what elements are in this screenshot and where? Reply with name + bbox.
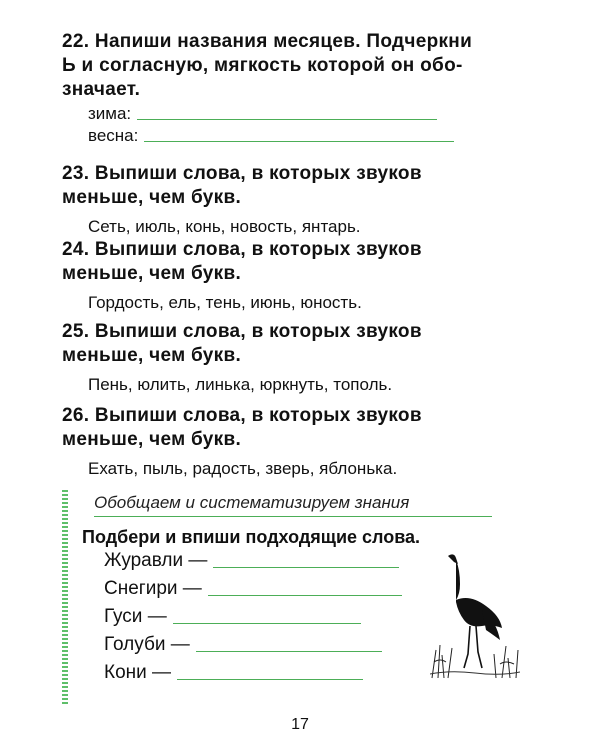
answer-line[interactable] [144,141,454,142]
answer-row-horses[interactable] [104,662,363,684]
task-number: 26. [62,405,90,426]
section-heading: Обобщаем и систематизируем знания [94,492,492,517]
answer-line[interactable] [177,679,363,680]
dotted-side-rule [62,490,68,705]
answer-line[interactable] [196,651,382,652]
task-text: меньше, чем букв. [62,345,242,366]
task-text: значает. [62,79,141,100]
row-label: Снегири — [104,578,202,599]
task-text: Выпиши слова, в которых звуков [94,321,422,342]
row-label: Гуси — [104,606,167,627]
task-22-title [62,30,522,102]
task-text: меньше, чем букв. [62,263,242,284]
task-number: 23. [62,163,90,184]
task-24-title [62,238,522,286]
answer-line[interactable] [137,119,437,120]
row-label: Журавли — [104,550,208,571]
task-25 [62,320,522,396]
task-text: меньше, чем букв. [62,187,242,208]
answer-row-cranes[interactable] [104,550,399,572]
summary-instruction: Подбери и впиши подходящие слова. [82,527,421,547]
task-words: Сеть, июль, конь, новость, янтарь. [88,217,361,236]
task-text: Напиши названия месяцев. Подчеркни [94,31,473,52]
task-26 [62,404,522,480]
row-label: зима: [88,104,132,123]
task-text: меньше, чем букв. [62,429,242,450]
row-label: Кони — [104,662,172,683]
answer-row-pigeons[interactable] [104,634,382,656]
crane-illustration [430,550,520,680]
answer-line[interactable] [213,567,399,568]
crane-icon [448,554,502,640]
task-number: 25. [62,321,90,342]
task-text: Выпиши слова, в которых звуков [94,405,422,426]
row-label: весна: [88,126,139,145]
answer-line[interactable] [208,595,402,596]
task-22 [62,30,522,146]
answer-line[interactable] [173,623,361,624]
answer-row-winter[interactable] [88,102,522,124]
task-text: Выпиши слова, в которых звуков [94,239,422,260]
task-26-title [62,404,522,452]
task-25-title [62,320,522,368]
task-text: Выпиши слова, в которых звуков [94,163,422,184]
task-text: Ь и согласную, мягкость которой он обо- [62,55,463,76]
page-number: 17 [291,716,309,733]
row-label: Голуби — [104,634,190,655]
answer-row-spring[interactable] [88,124,522,146]
task-words: Гордость, ель, тень, июнь, юность. [88,293,362,312]
answer-row-geese[interactable] [104,606,361,628]
task-words: Ехать, пыль, радость, зверь, яблонька. [88,459,398,478]
task-24 [62,238,522,314]
task-23 [62,162,522,238]
task-23-title [62,162,522,210]
answer-row-bullfinches[interactable] [104,578,402,600]
task-words: Пень, юлить, линька, юркнуть, тополь. [88,375,393,394]
summary-section [62,490,522,710]
task-number: 24. [62,239,90,260]
task-number: 22. [62,31,90,52]
